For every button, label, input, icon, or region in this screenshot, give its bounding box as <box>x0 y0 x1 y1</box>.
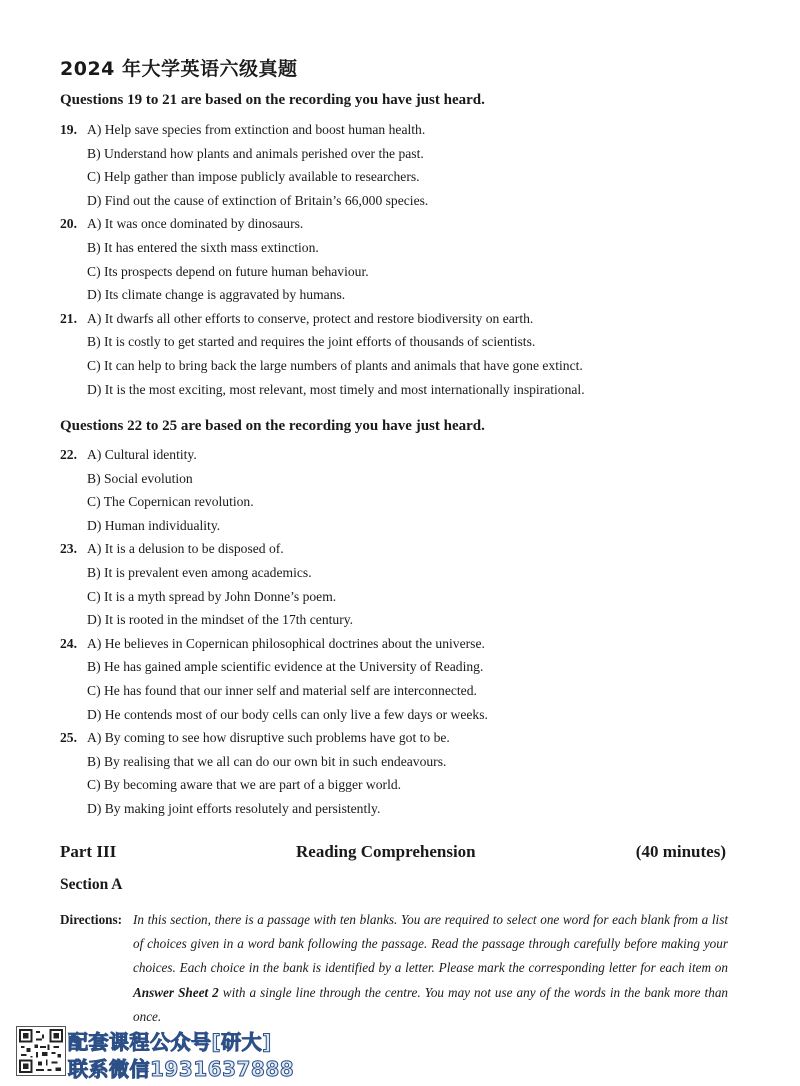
question-number: 20. <box>60 216 77 232</box>
question-25-option-d <box>60 797 760 821</box>
option-text: A) He believes in Copernican philosophical doctrines about the universe. <box>87 635 485 651</box>
directions <box>60 908 728 1029</box>
question-21-option-c <box>60 354 760 378</box>
question-21-option-b <box>60 330 760 354</box>
option-text: B) By realising that we all can do our own bit in such endeavours. <box>87 753 447 769</box>
option-text: D) Find out the cause of extinction of Britain’s 66,000 species. <box>87 192 429 208</box>
question-25-option-b <box>60 750 760 774</box>
question-24-option-c <box>60 679 760 703</box>
option-text: D) Its climate change is aggravated by humans. <box>87 287 346 303</box>
option-text: C) By becoming aware that we are part of a bigger world. <box>87 777 402 793</box>
question-23-option-c <box>60 585 760 609</box>
option-text: A) It was once dominated by dinosaurs. <box>87 216 304 232</box>
question-25-option-a <box>60 726 760 750</box>
question-19-option-a <box>60 118 760 142</box>
question-21-option-d <box>60 378 760 402</box>
option-text: B) Understand how plants and animals perished over the past. <box>87 145 424 161</box>
option-text: C) The Copernican revolution. <box>87 494 254 510</box>
page-title: 2024 年大学英语六级真题 <box>60 58 298 80</box>
question-25-option-c <box>60 773 760 797</box>
question-24-option-b <box>60 655 760 679</box>
question-22-option-d <box>60 514 760 538</box>
option-text: C) He has found that our inner self and material self are interconnected. <box>87 682 477 698</box>
question-23-option-b <box>60 561 760 585</box>
question-23-option-a <box>60 537 760 561</box>
question-22-option-b <box>60 467 760 491</box>
question-21-option-a <box>60 307 760 331</box>
watermark <box>16 1026 316 1082</box>
option-text: C) Help gather than impose publicly available to researchers. <box>87 169 420 185</box>
option-text: D) It is the most exciting, most relevant, most timely and most internationally inspirational. <box>87 381 585 397</box>
question-20-option-c <box>60 260 760 284</box>
directions-text-after: with a single line through the centre. You may not use any of the words in the bank more than once. <box>133 984 729 1024</box>
option-text: D) It is rooted in the mindset of the 17th century. <box>87 612 354 628</box>
option-text: B) It is costly to get started and requires the joint efforts of thousands of scientists. <box>87 334 536 350</box>
question-number: 21. <box>60 310 77 326</box>
question-block-19-21 <box>60 118 760 401</box>
question-number: 22. <box>60 447 77 462</box>
option-text: C) It can help to bring back the large numbers of plants and animals that have gone extinct. <box>87 357 583 373</box>
directions-text-before: In this section, there is a passage with ten blanks. You are required to select one word for each blank from a list of choices given in a word bank following the passage. Read the passage through carefully before making your choices. Each choice in the bank is identified by a letter. Please mark the corresponding letter for each item on <box>133 912 728 976</box>
option-text: A) It is a delusion to be disposed of. <box>87 541 284 557</box>
qr-code-icon <box>16 1026 66 1076</box>
option-text: B) He has gained ample scientific evidence at the University of Reading. <box>87 659 484 675</box>
question-number: 19. <box>60 122 77 137</box>
answer-sheet-ref: Answer Sheet 2 <box>133 984 219 1000</box>
directions-text <box>133 908 728 1029</box>
option-text: C) Its prospects depend on future human behaviour. <box>87 263 369 279</box>
option-text: A) Cultural identity. <box>87 447 197 462</box>
question-20-option-a <box>60 212 760 236</box>
option-text: A) Help save species from extinction and boost human health. <box>87 122 426 137</box>
part-time: (40 minutes) <box>635 842 726 861</box>
option-text: A) By coming to see how disruptive such problems have got to be. <box>87 730 450 746</box>
option-text: D) He contends most of our body cells can only live a few days or weeks. <box>87 706 488 722</box>
question-group-heading: Questions 19 to 21 are based on the recording you have just heard. <box>60 92 485 108</box>
question-19-option-b <box>60 142 760 166</box>
directions-label: Directions: <box>60 912 123 927</box>
option-text: C) It is a myth spread by John Donne’s poem. <box>87 588 337 604</box>
section-heading: Section A <box>60 876 123 893</box>
watermark-line-1: 配套课程公众号[研大] <box>68 1030 272 1054</box>
question-19-option-d <box>60 189 760 213</box>
option-text: B) It has entered the sixth mass extinction. <box>87 239 319 255</box>
part-header <box>60 842 726 864</box>
part-title: Reading Comprehension <box>296 842 476 861</box>
question-20-option-d <box>60 283 760 307</box>
question-block-22-25 <box>60 443 760 821</box>
question-19-option-c <box>60 165 760 189</box>
option-text: B) Social evolution <box>87 470 193 486</box>
option-text: D) By making joint efforts resolutely and persistently. <box>87 800 381 816</box>
option-text: A) It dwarfs all other efforts to conserve, protect and restore biodiversity on earth. <box>87 310 534 326</box>
question-number: 23. <box>60 541 77 557</box>
question-24-option-a <box>60 632 760 656</box>
question-number: 25. <box>60 730 77 746</box>
question-20-option-b <box>60 236 760 260</box>
question-24-option-d <box>60 703 760 727</box>
question-22-option-c <box>60 490 760 514</box>
question-23-option-d <box>60 608 760 632</box>
question-group-heading: Questions 22 to 25 are based on the recording you have just heard. <box>60 418 485 434</box>
option-text: D) Human individuality. <box>87 517 221 533</box>
watermark-line-2: 联系微信1931637888 <box>68 1057 295 1081</box>
question-22-option-a <box>60 443 760 467</box>
question-number: 24. <box>60 635 77 651</box>
option-text: B) It is prevalent even among academics. <box>87 564 312 580</box>
part-label: Part III <box>60 842 117 861</box>
